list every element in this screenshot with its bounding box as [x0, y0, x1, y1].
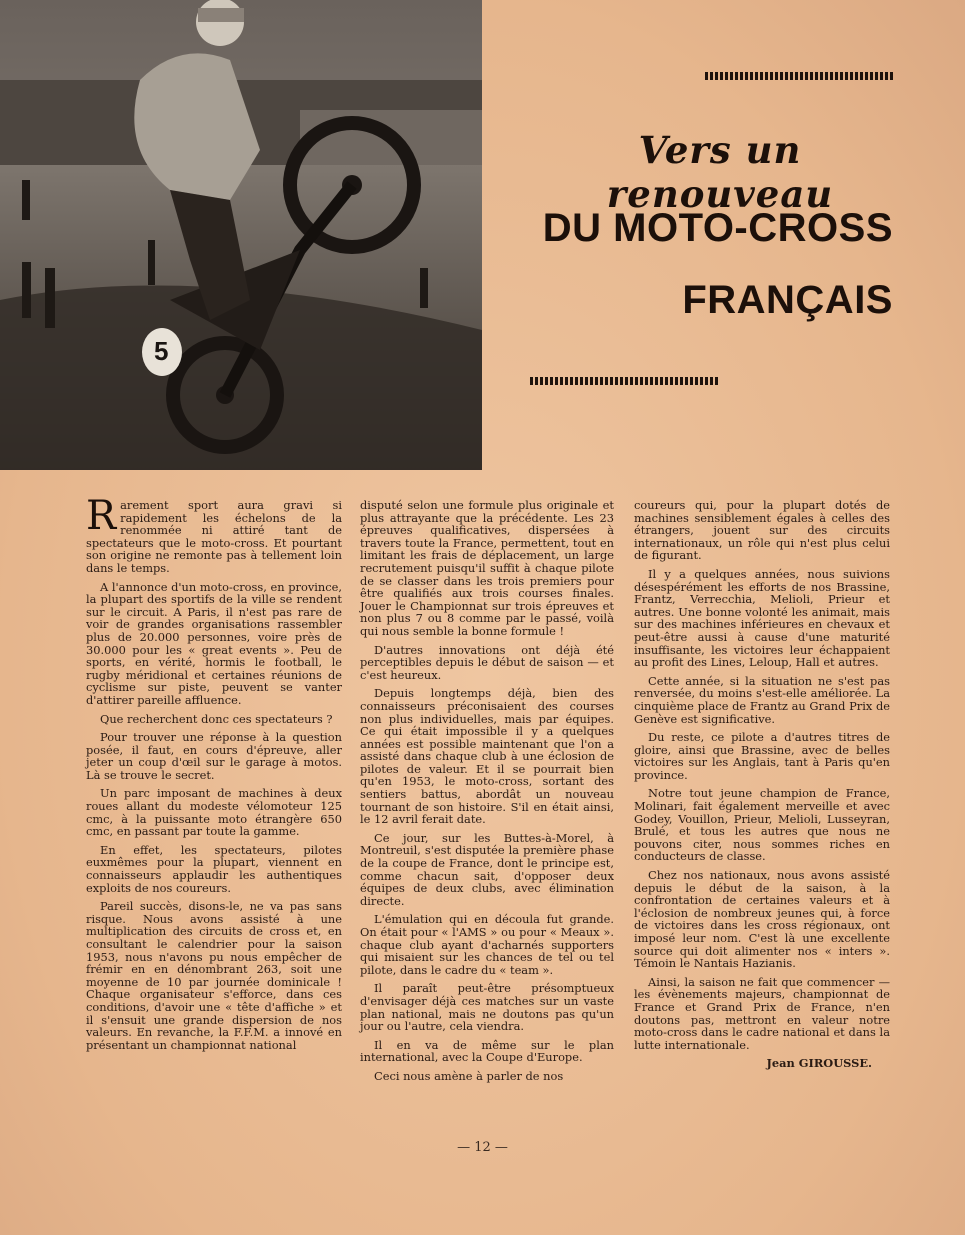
- paragraph: Ainsi, la saison ne fait que commencer — les évènements majeurs, championnat de France et Grand Prix de France, n'en doutons pas, mettront en valeur notre moto-cross dans le cadre national et dans la lutte internationale.: [634, 974, 890, 1052]
- paragraph: Il y a quelques années, nous suivions désespérément les efforts de nos Brassine, Frantz, Verrecchia, Melioli, Prieur et autres. Une bonne volonté les animait, mais sur des machines inférieures en chevaux et peut-être aussi à cause d'une maturité insuffisante, les victoires leur échappaient au profit des Lines, Leloup, Hall et autres.: [634, 566, 890, 670]
- paragraph: Il en va de même sur le plan international, avec la Coupe d'Europe.: [360, 1037, 614, 1065]
- decorative-rule-bottom: [530, 377, 720, 385]
- paragraph: disputé selon une formule plus originale et plus attrayante que la précédente. Les 23 épreuves qualificatives, dispersées à travers toute la France, permettent, tout en limitant les frais de déplacement, un large recrutement puisqu'il suffit à chaque pilote de se classer dans les trois premiers pour être qualifiés aux trois courses finales. Jouer le Championnat sur trois épreuves et non plus 7 ou 8 comme par le passé, voilà qui nous semble la bonne formule !: [360, 498, 614, 638]
- headline-line-2: FRANÇAIS: [682, 278, 893, 322]
- paragraph: Ce jour, sur les Buttes-à-Morel, à Montreuil, s'est disputée la première phase de la coupe de France, dont le principe est, comme chacun sait, d'opposer deux équipes de deux clubs, avec élimination directe.: [360, 830, 614, 908]
- paragraph: Que recherchent donc ces spectateurs ?: [100, 711, 333, 726]
- drop-cap: R: [86, 493, 117, 539]
- article-column-2: [360, 499, 614, 1089]
- article-column-3: [634, 499, 890, 1070]
- paragraph: Il paraît peut-être présomptueux d'envisager déjà ces matches sur un vaste plan national, mais ne doutons pas qu'un jour ou l'autre, cela viendra.: [360, 981, 614, 1034]
- paragraph: Ceci nous amène à parler de nos: [374, 1068, 564, 1083]
- headline-line-1: DU MOTO-CROSS: [542, 206, 893, 250]
- paragraph: Rarement sport aura gravi si rapidement les échelons de la renommée ni attiré tant de spectateurs que le moto-cross. Et pourtant son origine ne remonte pas à tellement loin dans le temps.: [86, 493, 342, 575]
- paragraph: Notre tout jeune champion de France, Molinari, fait également merveille et avec Godey, Vouillon, Prieur, Melioli, Lusseyran, Brulé, et tous les autres que nous ne pouvons citer, nous sommes riches en conducteurs de classe.: [634, 786, 890, 864]
- paragraph: L'émulation qui en découla fut grande. On était pour « l'AMS » ou pour « Meaux ». chaque club ayant d'acharnés supporters qui misaient sur les chances de tel ou tel pilote, dans le cadre du « team ».: [360, 912, 614, 977]
- page-number: — 12 —: [457, 1140, 508, 1155]
- rider-wheelie-illustration: [0, 0, 482, 470]
- rider-number: 5: [154, 336, 169, 366]
- paragraph: Cette année, si la situation ne s'est pas renversée, du moins s'est-elle améliorée. La cinquième place de Frantz au Grand Prix de Genève est significative.: [634, 673, 890, 726]
- paragraph: A l'annonce d'un moto-cross, en province, la plupart des sportifs de la ville se rendent sur le circuit. A Paris, il n'est pas rare de voir de grandes organisations rassembler plus de 20.000 personnes, voire près de 30.000 pour les « great events ». Peu de sports, en vérité, hormis le football, le rugby méridional et certaines réunions de cyclisme sur piste, peuvent se vanter d'attirer pareille affluence.: [86, 579, 342, 707]
- motocross-photo: [0, 0, 482, 470]
- paragraph: En effet, les spectateurs, pilotes euxmêmes pour la plupart, viennent en connaisseurs applaudir les authentiques exploits de nos coureurs.: [86, 842, 342, 895]
- author-signature: Jean GIROUSSE.: [766, 1056, 872, 1071]
- paragraph: Un parc imposant de machines à deux roues allant du modeste vélomoteur 125 cmc, à la puissante moto étrangère 650 cmc, en passant par toute la gamme.: [86, 786, 342, 839]
- paragraph: Du reste, ce pilote a d'autres titres de gloire, ainsi que Brassine, avec de belles victoires sur les Anglais, tant à Paris qu'en province.: [634, 730, 890, 782]
- decorative-rule-top: [705, 72, 893, 80]
- paragraph: coureurs qui, pour la plupart dotés de machines sensiblement égales à celles des étrangers, jouent sur des circuits internationaux, un rôle qui n'est plus celui de figurant.: [634, 498, 890, 563]
- headline-kicker: Vers un renouveau: [606, 128, 834, 216]
- paragraph: Pour trouver une réponse à la question posée, il faut, en cours d'épreuve, aller jeter un coup d'œil sur le garage à motos. Là se trouve le secret.: [86, 730, 342, 782]
- paragraph: Chez nos nationaux, nous avons assisté depuis le début de la saison, à la confrontation de certaines valeurs et à l'éclosion de nombreux jeunes qui, à force de victoires dans les cross régionaux, ont imposé leur nom. C'est là une excellente source qui doit alimenter nos « inters ». Témoin le Nantais Hazianis.: [634, 868, 890, 971]
- article-column-1: [86, 493, 342, 1057]
- paragraph: Depuis longtemps déjà, bien des connaisseurs préconisaient des courses non plus individuelles, mais par équipes. Ce qui était impossible il y a quelques années est possible maintenant que l'on a assisté dans chaque club à une éclosion de pilotes de valeur. Et il se pourrait bien qu'en 1953, le moto-cross, sortant des sentiers battus, abordât un nouveau tournant de son histoire. S'il en était ainsi, le 12 avril ferait date.: [360, 686, 614, 827]
- paragraph: D'autres innovations ont déjà été perceptibles depuis le début de saison — et c'est heureux.: [360, 642, 614, 682]
- paragraph: Pareil succès, disons-le, ne va pas sans risque. Nous avons assisté à une multiplication des circuits de cross et, en consultant le calendrier pour la saison 1953, nous n'avons pu nous empêcher de frémir en en dénombrant 263, soit une moyenne de 10 par journée dominicale ! Chaque organisateur s'efforce, dans ces conditions, d'avoir une « tête d'affiche » et il s'ensuit une grande dispersion de nos valeurs. En revanche, la F.F.M. a innové en présentant un championnat national: [86, 899, 342, 1052]
